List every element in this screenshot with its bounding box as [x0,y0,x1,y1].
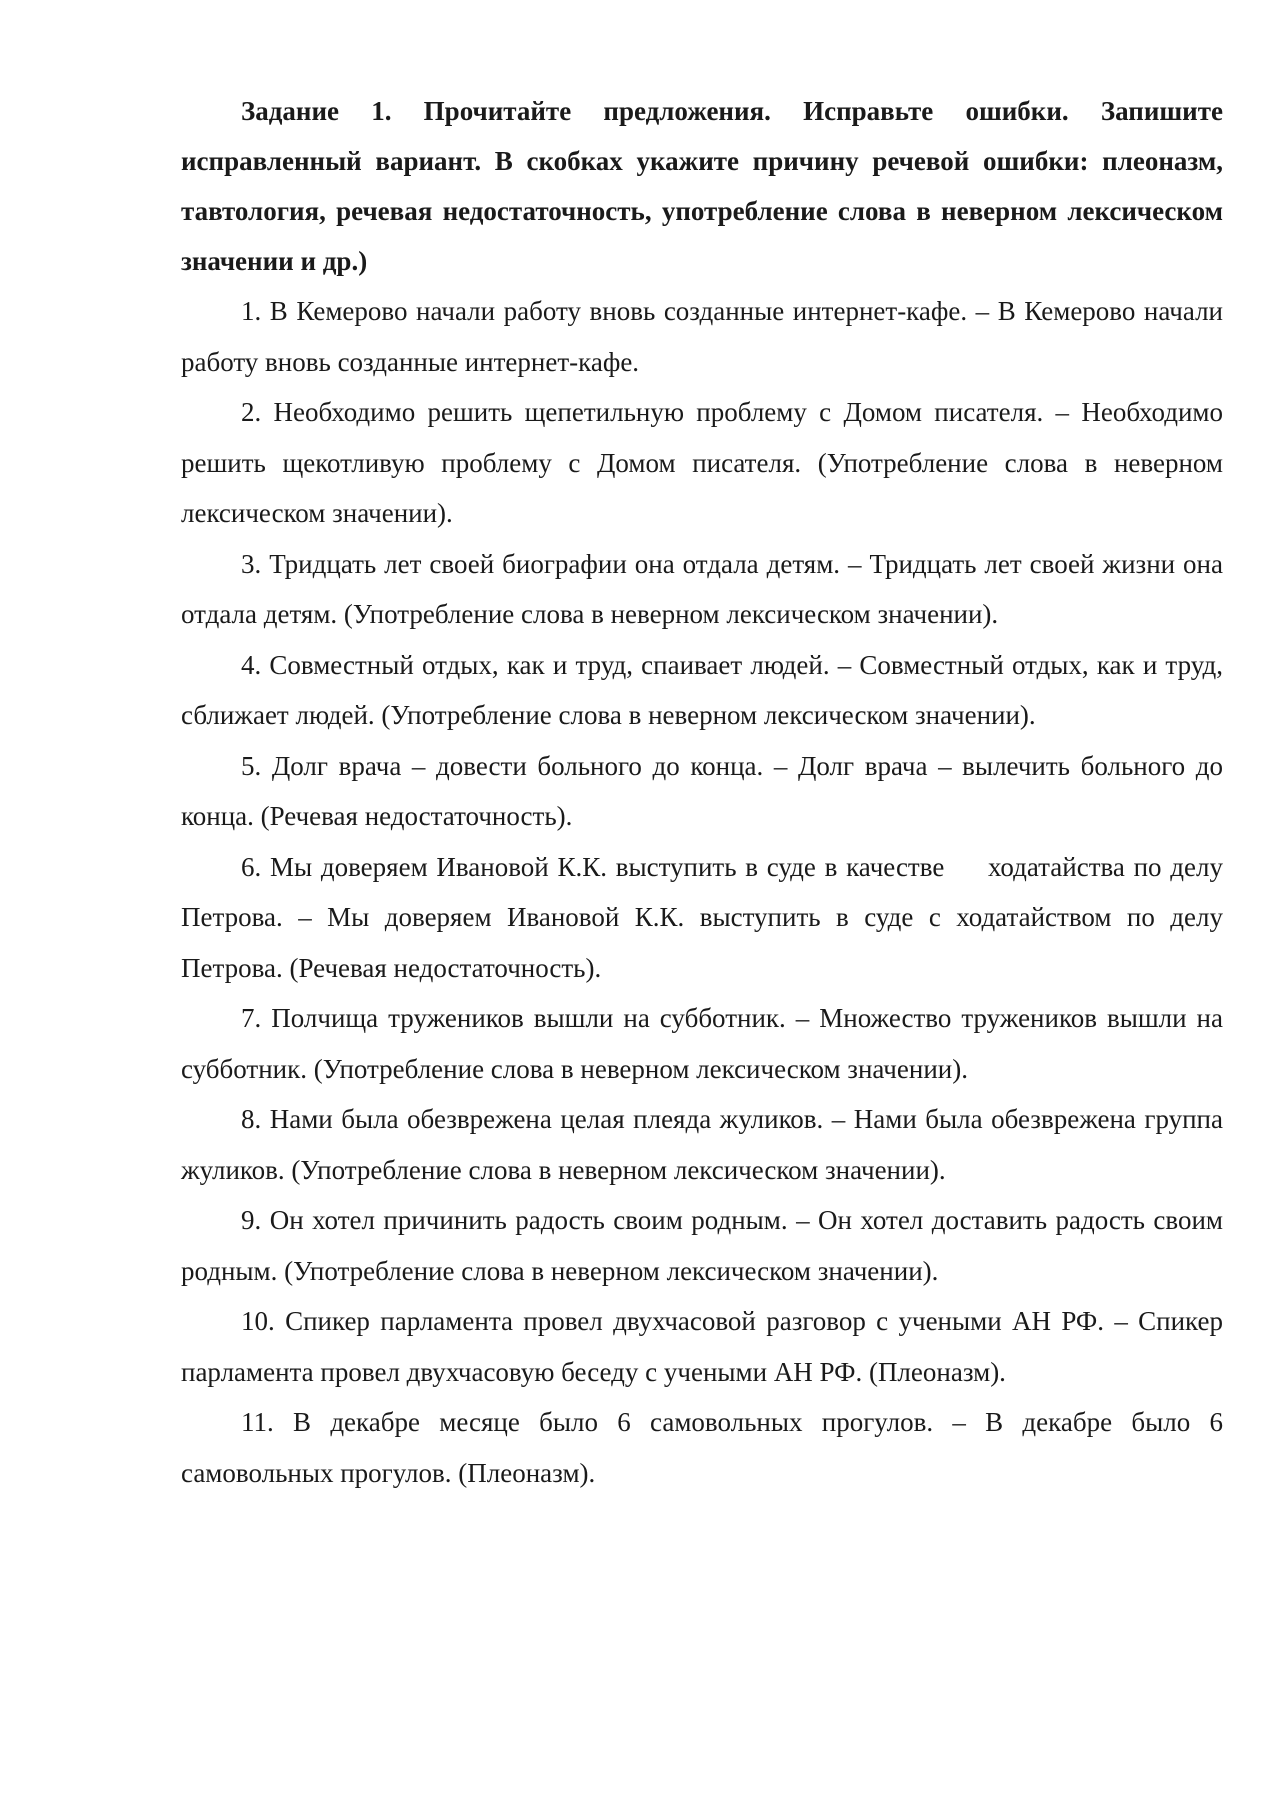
list-item-5: 5. Долг врача – довести больного до конца. – Долг врача – вылечить больного до конца. (Речевая недостаточность). [181,750,1223,831]
list-item-8: 8. Нами была обезврежена целая плеяда жуликов. – Нами была обезврежена группа жуликов. (Употребление слова в неверном лексическом значении). [181,1104,1223,1185]
list-item-10: 10. Спикер парламента провел двухчасовой разговор с учеными АН РФ. – Спикер парламента провел двухчасовую беседу с учеными АН РФ. (Плеоназм). [181,1306,1223,1387]
list-item-11: 11. В декабре месяце было 6 самовольных прогулов. – В декабре было 6 самовольных прогулов. (Плеоназм). [181,1407,1223,1488]
list-item-7: 7. Полчища тружеников вышли на субботник. – Множество тружеников вышли на субботник. (Употребление слова в неверном лексическом значении). [181,1003,1223,1084]
list-item-6: 6. Мы доверяем Ивановой К.К. выступить в суде в качестве ходатайства по делу Петрова. – Мы доверяем Ивановой К.К. выступить в суде с ходатайством по делу Петрова. (Речевая недостаточность). [181,851,1230,983]
document-body [181,86,1230,1498]
list-item-1: 1. В Кемерово начали работу вновь созданные интернет-кафе. – В Кемерово начали работу вновь созданные интернет-кафе. [181,296,1223,377]
list-item-9: 9. Он хотел причинить радость своим родным. – Он хотел доставить радость своим родным. (Употребление слова в неверном лексическом значении). [181,1205,1223,1286]
task-heading: Задание 1. Прочитайте предложения. Исправьте ошибки. Запишите исправленный вариант. В скобках укажите причину речевой ошибки: плеоназм, тавтология, речевая недостаточность, употребление слова в неверном лексическом значении и др.) [181,96,1223,276]
list-item-4: 4. Совместный отдых, как и труд, спаивает людей. – Совместный отдых, как и труд, сближает людей. (Употребление слова в неверном лексическом значении). [181,649,1223,730]
list-item-2: 2. Необходимо решить щепетильную проблему с Домом писателя. – Необходимо решить щекотливую проблему с Домом писателя. (Употребление слова в неверном лексическом значении). [181,397,1223,528]
list-item-3: 3. Тридцать лет своей биографии она отдала детям. – Тридцать лет своей жизни она отдала детям. (Употребление слова в неверном лексическом значении). [181,548,1223,629]
